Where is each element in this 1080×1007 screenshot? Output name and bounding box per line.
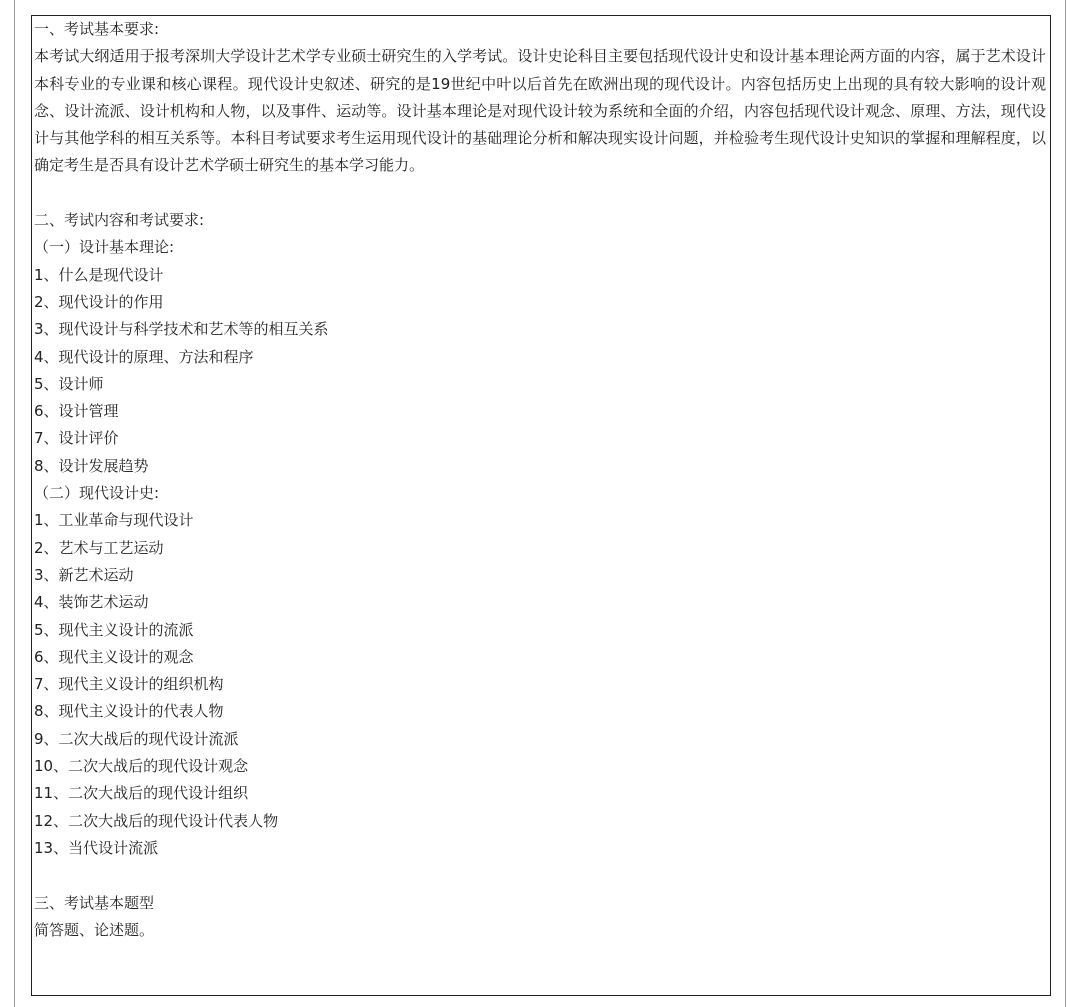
list-item: 12、二次大战后的现代设计代表人物: [34, 811, 279, 830]
list-item: 10、二次大战后的现代设计观念: [34, 757, 249, 776]
list-item: 6、设计管理: [34, 402, 119, 421]
list-item: 7、现代主义设计的组织机构: [34, 675, 224, 694]
list-item: 1、什么是现代设计: [34, 265, 164, 284]
list-item: 13、当代设计流派: [34, 838, 159, 857]
list-item: 8、现代主义设计的代表人物: [34, 702, 224, 721]
list-item: 2、艺术与工艺运动: [34, 538, 164, 557]
list-item: 5、现代主义设计的流派: [34, 620, 194, 639]
list-item: 5、设计师: [34, 374, 104, 393]
section3-heading: 三、考试基本题型: [34, 893, 155, 912]
list-item: 7、设计评价: [34, 429, 119, 448]
syllabus-document: [31, 15, 1051, 996]
spacer: [34, 862, 1046, 889]
list-item: 1、工业革命与现代设计: [34, 511, 194, 530]
list-item: 9、二次大战后的现代设计流派: [34, 729, 239, 748]
spacer: [34, 180, 1046, 207]
question-types: 简答题、论述题。: [34, 920, 155, 939]
list-item: 2、现代设计的作用: [34, 292, 164, 311]
subsection-design-theory-heading: （一）设计基本理论:: [34, 238, 175, 257]
list-item: 8、设计发展趋势: [34, 456, 149, 475]
list-item: 3、新艺术运动: [34, 565, 134, 584]
list-item: 3、现代设计与科学技术和艺术等的相互关系: [34, 320, 329, 339]
design-history-list: [34, 507, 1046, 862]
subsection-design-history-heading: （二）现代设计史:: [34, 484, 160, 503]
list-item: 6、现代主义设计的观念: [34, 647, 194, 666]
list-item: 4、装饰艺术运动: [34, 593, 149, 612]
list-item: 11、二次大战后的现代设计组织: [34, 784, 249, 803]
list-item: 4、现代设计的原理、方法和程序: [34, 347, 254, 366]
section1-heading: 一、考试基本要求:: [34, 20, 160, 38]
section2-heading: 二、考试内容和考试要求:: [34, 211, 205, 230]
section1-paragraph: 本考试大纲适用于报考深圳大学设计艺术学专业硕士研究生的入学考试。设计史论科目主要包括现代设计史和设计基本理论两方面的内容，属于艺术设计本科专业的专业课和核心课程。现代设计史叙述、研究的是19世纪中叶以后首先在欧洲出现的现代设计。内容包括历史上出现的具有较大影响的设计观念、设计流派、设计机构和人物，以及事件、运动等。设计基本理论是对现代设计较为系统和全面的介绍，内容包括现代设计观念、原理、方法，现代设计与其他学科的相互关系等。本科目考试要求考生运用现代设计的基础理论分析和解决现实设计问题，并检验考生现代设计史知识的掌握和理解程度，以确定考生是否具有设计艺术学硕士研究生的基本学习能力。: [34, 47, 1046, 175]
design-theory-list: [34, 262, 1046, 480]
